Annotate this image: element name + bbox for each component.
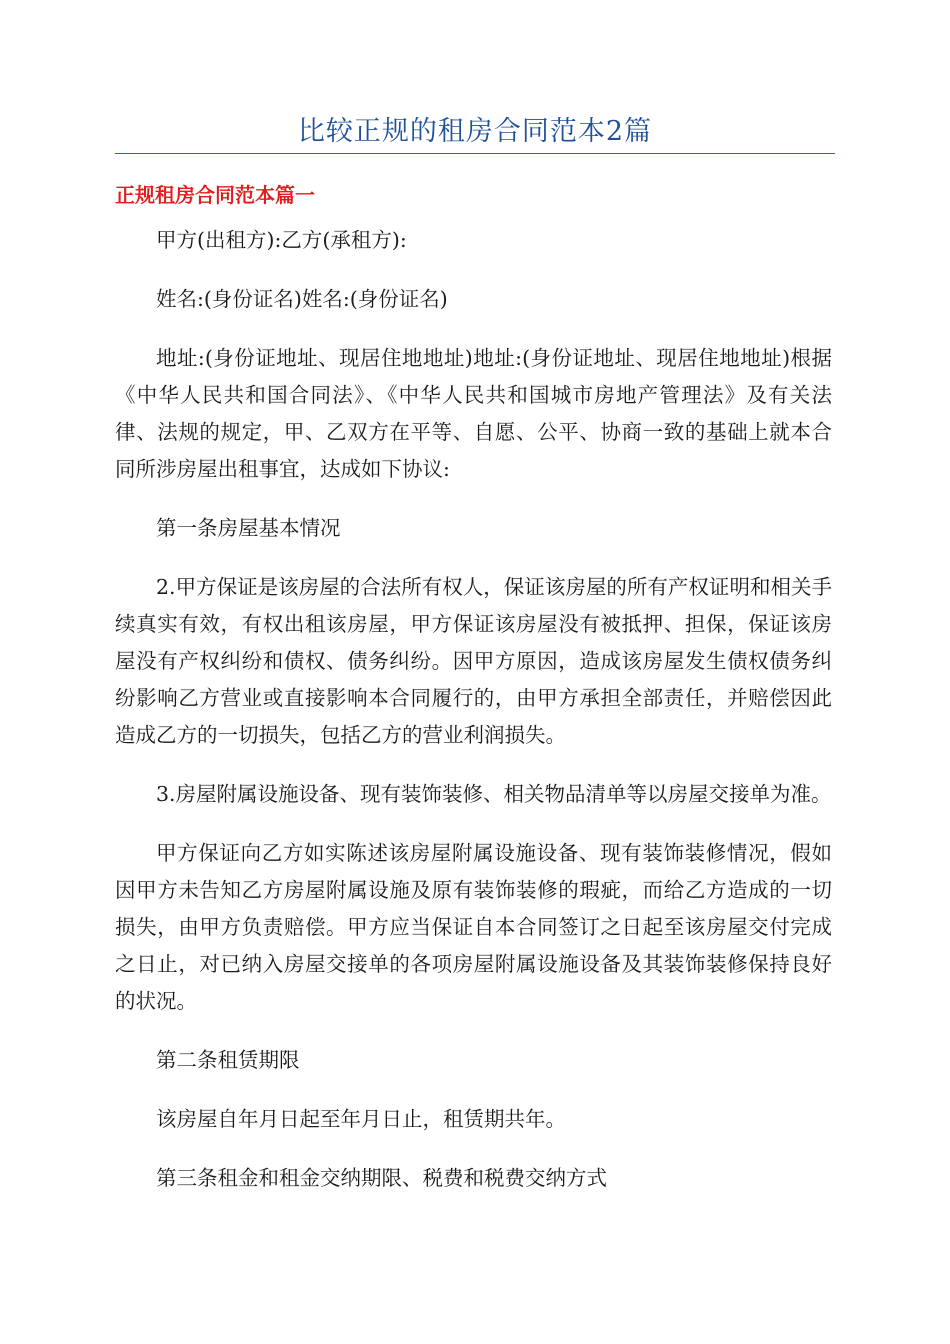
paragraph-address: 地址:(身份证地址、现居住地地址)地址:(身份证地址、现居住地地址)根据《中华人民共和国合同法》、《中华人民共和国城市房地产管理法》及有关法律、法规的规定，甲、乙双方在平等、自愿、公平、协商一致的基础上就本合同所涉房屋出租事宜，达成如下协议: <box>115 346 832 481</box>
paragraph-warranty: 甲方保证向乙方如实陈述该房屋附属设施设备、现有装饰装修情况，假如因甲方未告知乙方房屋附属设施及原有装饰装修的瑕疵，而给乙方造成的一切损失，由甲方负责赔偿。甲方应当保证自本合同签订之日起至该房屋交付完成之日止，对已纳入房屋交接单的各项房屋附属设施设备及其装饰装修保持良好的状况。 <box>115 841 832 1013</box>
paragraph-clause-2: 2.甲方保证是该房屋的合法所有权人，保证该房屋的所有产权证明和相关手续真实有效，有权出租该房屋，甲方保证该房屋没有被抵押、担保，保证该房屋没有产权纠纷和债权、债务纠纷。因甲方原因，造成该房屋发生债权债务纠纷影响乙方营业或直接影响本合同履行的，由甲方承担全部责任，并赔偿因此造成乙方的一切损失，包括乙方的营业利润损失。 <box>115 575 832 747</box>
document-title: 比较正规的租房合同范本2篇 <box>297 116 653 147</box>
paragraph-term: 该房屋自年月日起至年月日止，租赁期共年。 <box>156 1107 566 1131</box>
paragraph-article-1: 第一条房屋基本情况 <box>156 516 341 540</box>
paragraph-parties: 甲方(出租方):乙方(承租方): <box>156 228 407 252</box>
paragraph-article-2: 第二条租赁期限 <box>156 1048 300 1072</box>
paragraph-clause-3: 3.房屋附属设施设备、现有装饰装修、相关物品清单等以房屋交接单为准。 <box>156 782 832 806</box>
document-body <box>115 222 832 1219</box>
section-heading: 正规租房合同范本篇一 <box>115 183 315 207</box>
paragraph-article-3: 第三条租金和租金交纳期限、税费和税费交纳方式 <box>156 1166 607 1190</box>
paragraph-names: 姓名:(身份证名)姓名:(身份证名) <box>156 287 448 311</box>
title-underline <box>115 153 835 154</box>
